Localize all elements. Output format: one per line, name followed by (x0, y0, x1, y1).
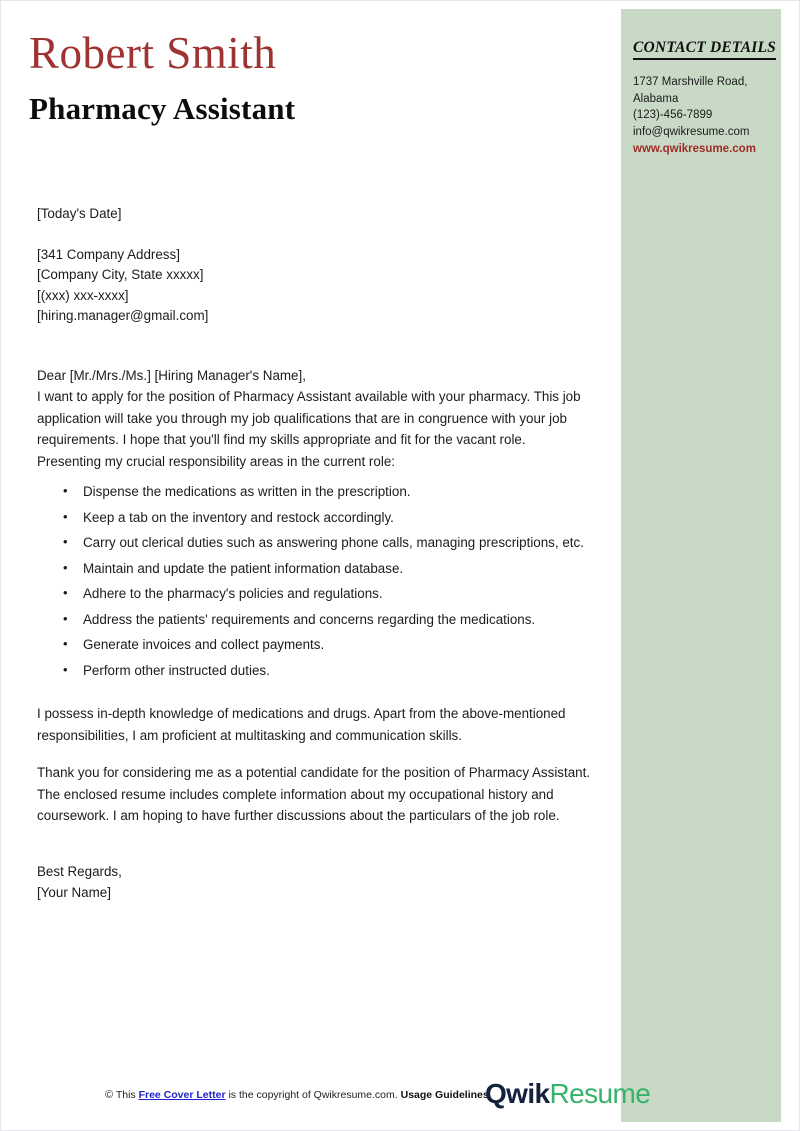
contact-details-list (633, 74, 781, 158)
list-item: • Maintain and update the patient information database. (83, 558, 593, 580)
responsibilities-lead-in: Presenting my crucial responsibility areas in the current role: (37, 453, 395, 469)
contact-address-line1: 1737 Marshville Road, (633, 76, 748, 88)
letter-body (37, 204, 593, 904)
list-item: • Perform other instructed duties. (83, 660, 593, 682)
copyright-icon: © (105, 1089, 114, 1101)
page-footer (1, 1078, 800, 1123)
footer-text-after-link: is the copyright of Qwikresume.com. (225, 1089, 401, 1101)
list-item: • Carry out clerical duties such as answering phone calls, managing prescriptions, etc. (83, 532, 593, 554)
letter-header (29, 27, 589, 129)
list-item: • Dispense the medications as written in the prescription. (83, 481, 593, 503)
list-item: • Generate invoices and collect payments. (83, 634, 593, 656)
applicant-job-title: Pharmacy Assistant (29, 91, 296, 126)
contact-details-heading: CONTACT DETAILS (633, 39, 776, 60)
qwikresume-logo[interactable] (485, 1078, 650, 1110)
applicant-name: Robert Smith (29, 28, 277, 78)
responsibilities-list (37, 481, 593, 681)
footer-copyright-text (105, 1089, 489, 1101)
contact-website-link[interactable]: www.qwikresume.com (633, 143, 756, 155)
recipient-email: [hiring.manager@gmail.com] (37, 308, 209, 323)
signature-name: [Your Name] (37, 885, 111, 900)
salutation: Dear [Mr./Mrs./Ms.] [Hiring Manager's Name], (37, 367, 306, 383)
intro-paragraph: I want to apply for the position of Pharmacy Assistant available with your pharmacy. This job application will take you through my job qualifications that are in congruence with your job requirements. I hope that you'll find my skills appropriate and fit for the vacant role. (37, 389, 581, 447)
recipient-address-block (37, 245, 593, 327)
usage-guidelines-link[interactable]: Usage Guidelines (400, 1089, 489, 1101)
sign-off-text: Best Regards, (37, 863, 122, 879)
contact-address-line2: Alabama (633, 92, 679, 105)
logo-text-qwik: Qwik (485, 1078, 550, 1109)
recipient-city-state-zip: [Company City, State xxxxx] (37, 267, 204, 282)
paragraph-spacer (37, 746, 593, 762)
contact-email: info@qwikresume.com (633, 125, 750, 138)
recipient-phone: [(xxx) xxx-xxxx] (37, 287, 129, 303)
date-placeholder: [Today's Date] (37, 206, 122, 221)
free-cover-letter-link[interactable]: Free Cover Letter (138, 1089, 226, 1101)
closing-paragraph: Thank you for considering me as a potential candidate for the position of Pharmacy Assistant. The enclosed resume includes complete information about my occupational history and coursework. I am hoping to have further discussions about the particulars of the job role. (37, 765, 591, 823)
logo-text-resume: Resume (549, 1078, 651, 1109)
list-item: • Keep a tab on the inventory and restock accordingly. (83, 507, 593, 529)
date-block (37, 204, 593, 225)
skills-paragraph: I possess in-depth knowledge of medications and drugs. Apart from the above-mentioned responsibilities, I am proficient at multitasking and communication skills. (37, 706, 566, 743)
list-item: • Address the patients' requirements and concerns regarding the medications. (83, 609, 593, 631)
footer-text-before-link: This (113, 1089, 139, 1101)
contact-sidebar (621, 9, 781, 1122)
signature-block (37, 861, 593, 904)
recipient-address: [341 Company Address] (37, 246, 180, 262)
list-item: • Adhere to the pharmacy's policies and regulations. (83, 583, 593, 605)
contact-phone: (123)-456-7899 (633, 109, 713, 121)
